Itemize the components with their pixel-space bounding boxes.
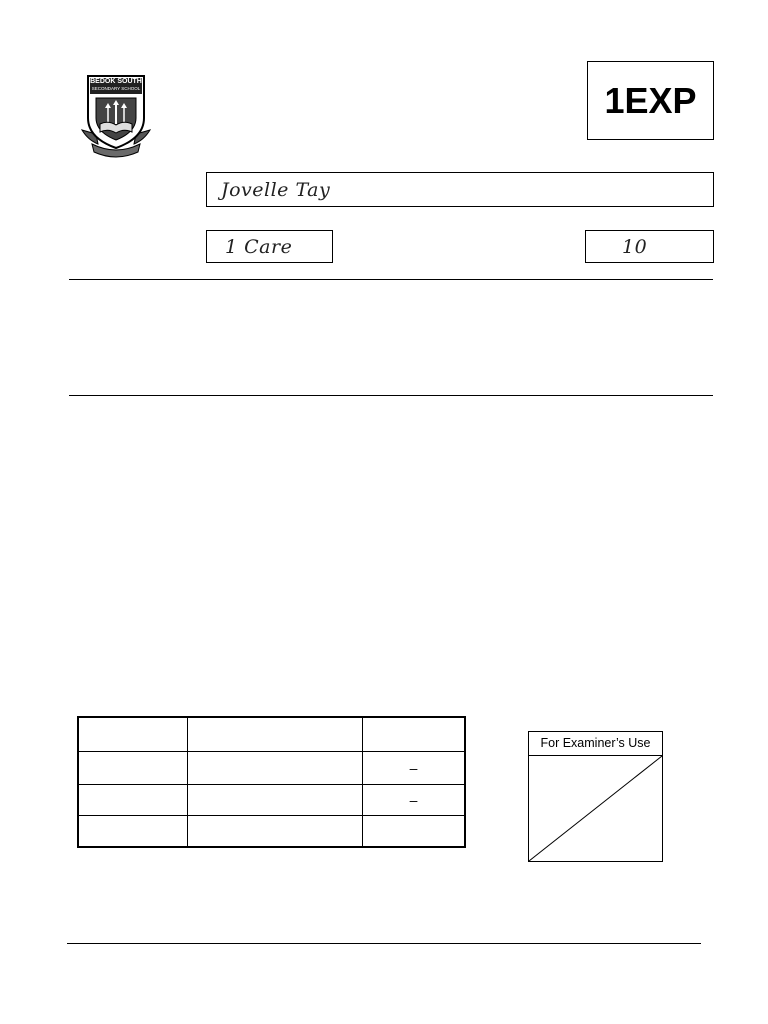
school-logo xyxy=(78,72,154,158)
logo-text-1: BEDOK SOUTH xyxy=(90,78,142,85)
marks-table xyxy=(77,716,466,848)
table-row xyxy=(78,815,465,847)
table-cell xyxy=(363,815,466,847)
divider-bottom xyxy=(67,943,701,944)
diagonal-line xyxy=(529,756,662,861)
table-cell xyxy=(78,784,188,815)
table-cell xyxy=(188,751,363,784)
stream-code-box xyxy=(587,61,714,140)
table-cell: – xyxy=(363,751,466,784)
table-cell xyxy=(78,717,188,751)
table-row xyxy=(78,784,465,815)
table-row xyxy=(78,717,465,751)
student-class: 1 Care xyxy=(225,236,293,258)
table-cell xyxy=(188,717,363,751)
examiner-label: For Examiner’s Use xyxy=(529,732,662,756)
table-cell: – xyxy=(363,784,466,815)
table-cell xyxy=(78,815,188,847)
stream-code: 1EXP xyxy=(604,79,697,121)
register-number: 10 xyxy=(622,236,648,258)
register-number-field[interactable] xyxy=(585,230,714,263)
class-field[interactable] xyxy=(206,230,333,263)
divider-middle xyxy=(69,395,713,396)
table-row xyxy=(78,751,465,784)
name-field[interactable] xyxy=(206,172,714,207)
table-cell xyxy=(78,751,188,784)
student-name: Jovelle Tay xyxy=(221,179,331,201)
table-cell xyxy=(363,717,466,751)
table-cell xyxy=(188,815,363,847)
examiner-box xyxy=(528,731,663,862)
table-cell xyxy=(188,784,363,815)
divider-top xyxy=(69,279,713,280)
logo-text-2: SECONDARY SCHOOL xyxy=(91,86,141,91)
